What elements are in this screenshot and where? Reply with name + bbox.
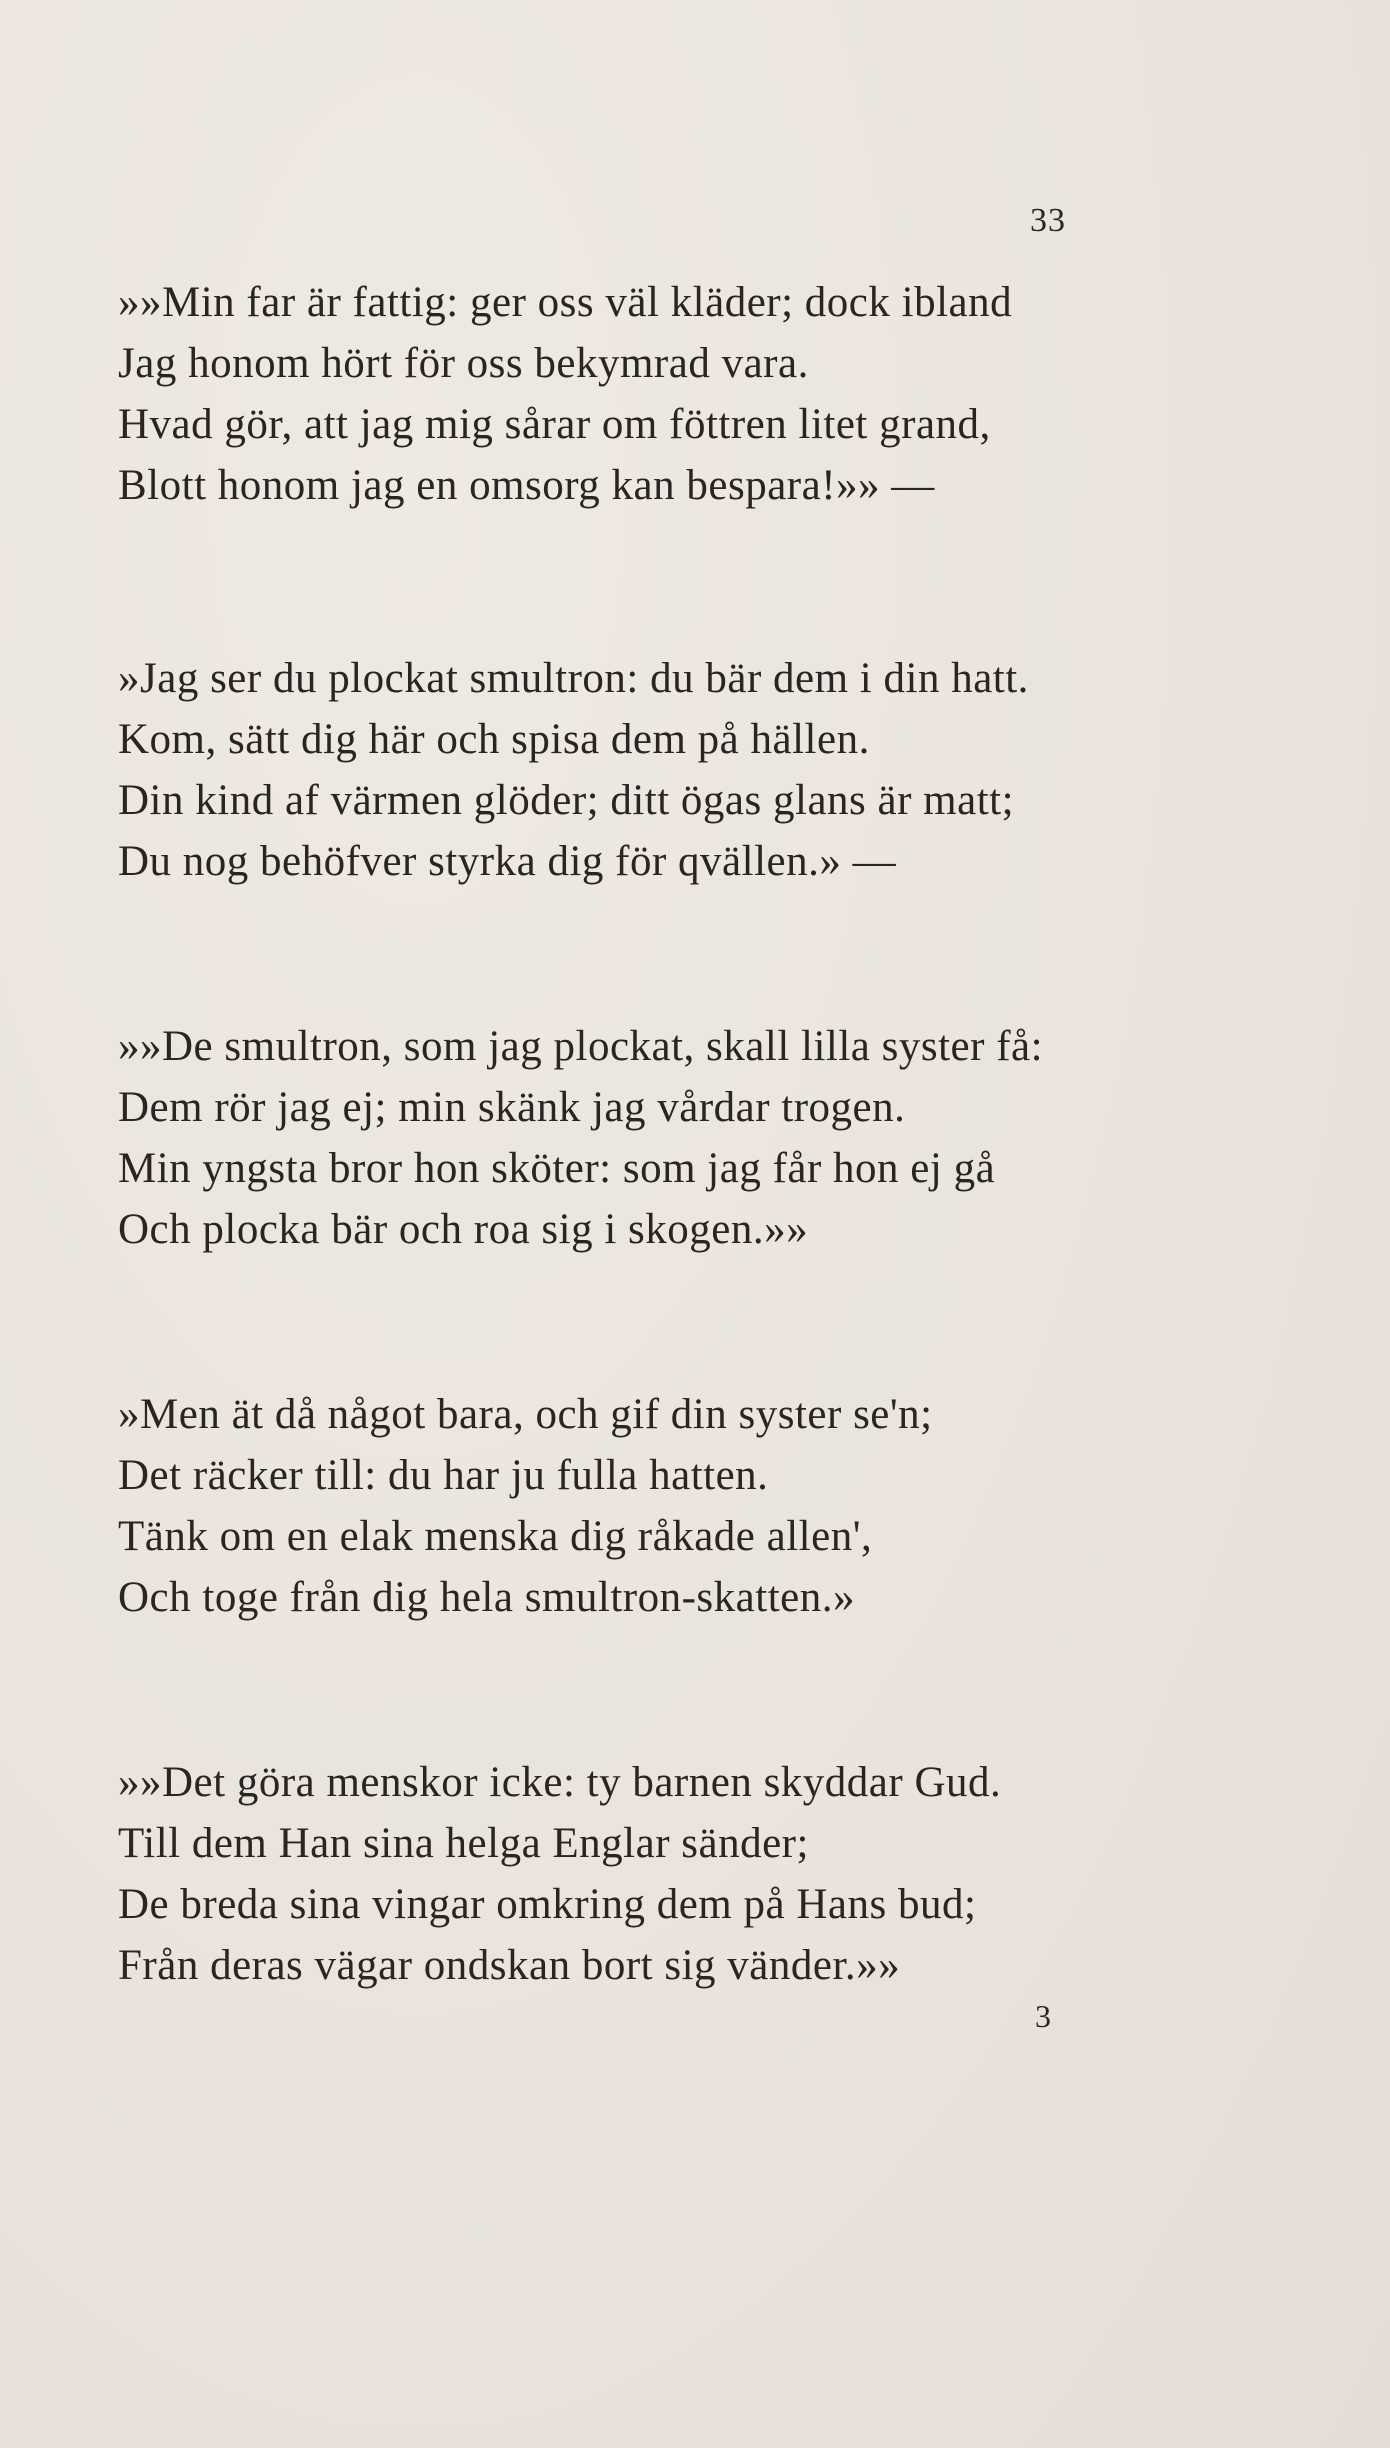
stanza-4 [118,1384,1138,1628]
verse-line: Till dem Han sina helga Englar sänder; [118,1820,809,1867]
verse-line: Och plocka bär och roa sig i skogen.»» [118,1206,809,1253]
stanza-5 [118,1752,1138,1996]
verse-line: Min yngsta bror hon sköter: som jag får hon ej gå [118,1145,996,1192]
verse-line: Och toge från dig hela smultron-skatten.» [118,1574,855,1621]
verse-line: Det räcker till: du har ju fulla hatten. [118,1452,769,1499]
verse-line: Hvad gör, att jag mig sårar om föttren litet grand, [118,401,991,448]
verse-line: Jag honom hört för oss bekymrad vara. [118,340,809,387]
verse-line: Tänk om en elak menska dig råkade allen', [118,1513,873,1560]
verse-line: De breda sina vingar omkring dem på Hans bud; [118,1881,977,1928]
verse-line: Kom, sätt dig här och spisa dem på hällen. [118,716,870,763]
verse-line: »»De smultron, som jag plockat, skall lilla syster få: [118,1023,1044,1070]
verse-line: »»Det göra menskor icke: ty barnen skyddar Gud. [118,1759,1002,1806]
verse-line: »Jag ser du plockat smultron: du bär dem i din hatt. [118,655,1029,702]
verse-line: Du nog behöfver styrka dig för qvällen.» — [118,838,897,885]
verse-line: »»Min far är fattig: ger oss väl kläder; dock ibland [118,279,1013,326]
stanza-2 [118,648,1138,892]
stanza-1 [118,272,1138,516]
verse-line: Din kind af värmen glöder; ditt ögas glans är matt; [118,777,1015,824]
verse-line: »Men ät då något bara, och gif din syster se'n; [118,1391,933,1438]
verse-line: Blott honom jag en omsorg kan bespara!»» — [118,462,935,509]
stanza-3 [118,1016,1138,1260]
verse-line: Från deras vägar ondskan bort sig vänder.»» [118,1942,901,1989]
page-number: 33 [1030,202,1066,239]
signature-mark: 3 [1035,1998,1051,2034]
verse-line: Dem rör jag ej; min skänk jag vårdar trogen. [118,1084,906,1131]
